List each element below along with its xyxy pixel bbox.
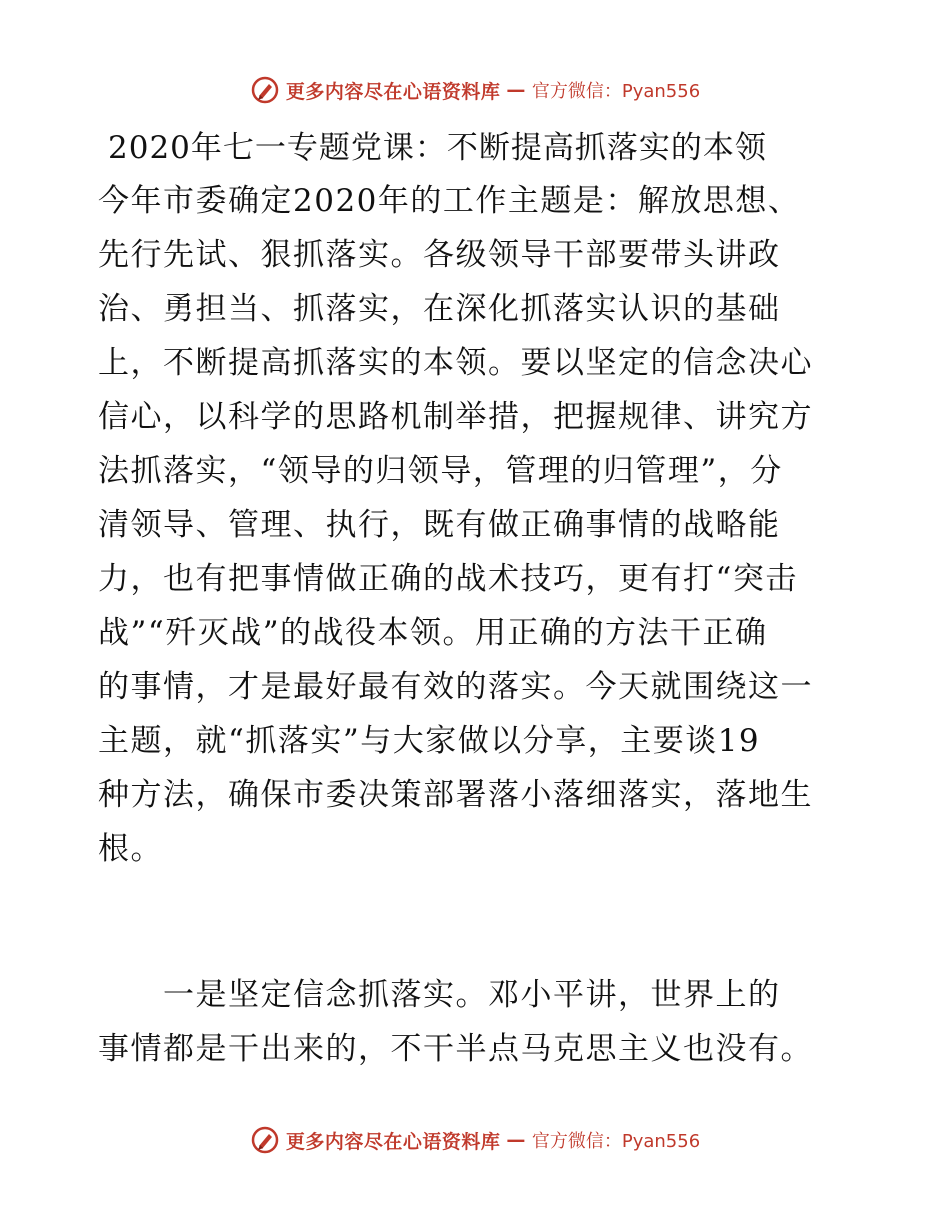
text-line: 上，不断提高抓落实的本领。要以坚定的信念决心 [98, 345, 813, 381]
text-line: 的事情，才是最好最有效的落实。今天就围绕这一 [98, 669, 813, 705]
watermark-wechat: 官方微信：Pyan556 [531, 1131, 701, 1152]
text-line: 清领导、管理、执行，既有做正确事情的战略能 [98, 507, 781, 543]
text-line: 一是坚定信念抓落实。邓小平讲，世界上的 [98, 977, 781, 1013]
text-line: 今年市委确定2020年的工作主题是：解放思想、 [98, 183, 801, 219]
watermark-text: 更多内容尽在心语资料库 [285, 1130, 501, 1153]
watermark-wechat: 官方微信：Pyan556 [531, 81, 701, 102]
text-line: 信心，以科学的思路机制举措，把握规律、讲究方 [98, 399, 813, 435]
text-line: 战”“歼灭战”的战役本领。用正确的方法干正确 [98, 615, 768, 651]
paragraph-point-one [98, 968, 853, 1076]
pen-logo-icon [250, 75, 280, 105]
watermark-dash: — [506, 79, 526, 101]
pen-logo-icon [250, 1125, 280, 1155]
text-line: 法抓落实，“领导的归领导，管理的归管理”，分 [98, 453, 783, 489]
document-title: 2020年七一专题党课：不断提高抓落实的本领 [108, 130, 767, 166]
text-line: 力，也有把事情做正确的战术技巧，更有打“突击 [98, 561, 798, 597]
text-line: 事情都是干出来的，不干半点马克思主义也没有。 [98, 1031, 813, 1067]
text-line: 先行先试、狠抓落实。各级领导干部要带头讲政 [98, 237, 781, 273]
text-line: 种方法，确保市委决策部署落小落细落实，落地生 [98, 777, 813, 813]
header-watermark [0, 73, 950, 107]
watermark-dash: — [506, 1129, 526, 1151]
footer-watermark [0, 1123, 950, 1157]
text-line: 治、勇担当、抓落实，在深化抓落实认识的基础 [98, 291, 781, 327]
text-line: 根。 [98, 831, 163, 867]
paragraph-intro [98, 174, 853, 876]
text-line: 主题，就“抓落实”与大家做以分享，主要谈19 [98, 723, 761, 759]
watermark-text: 更多内容尽在心语资料库 [285, 80, 501, 103]
